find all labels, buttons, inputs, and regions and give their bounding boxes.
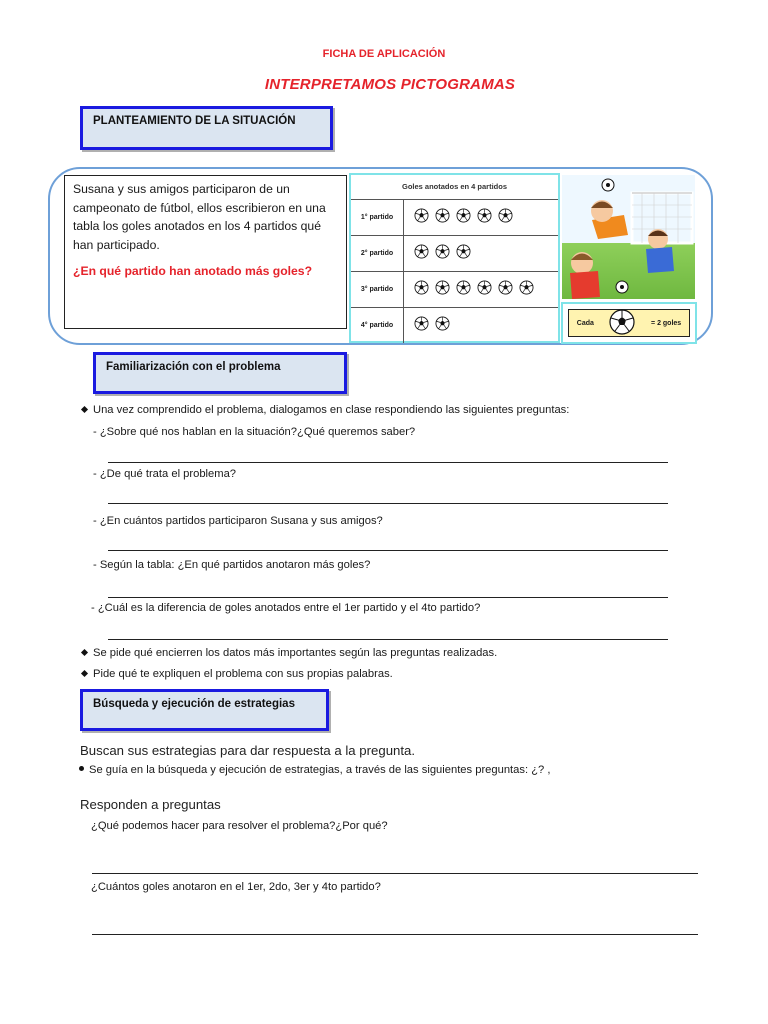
soccer-ball-icon — [456, 208, 471, 228]
pictogram-row-balls — [404, 236, 558, 271]
pictogram-row — [351, 308, 558, 343]
answer-line-3[interactable] — [108, 550, 668, 551]
familiar-intro-text: Una vez comprendido el problema, dialogamos en clase respondiendo las siguientes preguntas: — [93, 404, 570, 416]
soccer-scene-drawing — [562, 175, 695, 299]
pictogram-row-balls — [404, 308, 558, 343]
section-planteamiento-label: PLANTEAMIENTO DE LA SITUACIÓN — [93, 115, 296, 127]
pictogram-rows — [351, 200, 558, 343]
soccer-ball-icon — [519, 280, 534, 300]
soccer-ball-icon — [414, 280, 429, 300]
pictogram-legend — [561, 302, 697, 344]
worksheet-subtitle: FICHA DE APLICACIÓN — [322, 48, 446, 60]
soccer-ball-icon — [414, 208, 429, 228]
familiar-intro — [80, 404, 569, 416]
strategies-intro: Buscan sus estrategias para dar respuesta a la pregunta. — [80, 743, 416, 758]
familiar-q2: - ¿De qué trata el problema? — [93, 468, 237, 480]
soccer-ball-icon — [477, 280, 492, 300]
familiar-bullet-2-text: Pide qué te expliquen el problema con sus propias palabras. — [93, 668, 393, 680]
soccer-ball-icon — [435, 244, 450, 264]
pictogram-row-label: 3° partido — [351, 272, 404, 307]
soccer-ball-icon — [435, 280, 450, 300]
strategies-q2: ¿Cuántos goles anotaron en el 1er, 2do, 3er y 4to partido? — [91, 881, 381, 893]
section-busqueda-label: Búsqueda y ejecución de estrategias — [93, 698, 295, 710]
story-question: ¿En qué partido han anotado más goles? — [73, 264, 313, 278]
familiar-bullet-2 — [80, 668, 393, 680]
soccer-ball-icon — [435, 208, 450, 228]
soccer-ball-icon — [456, 280, 471, 300]
diamond-bullet-icon — [81, 649, 88, 656]
strategies-q1: ¿Qué podemos hacer para resolver el problema?¿Por qué? — [91, 820, 388, 832]
familiar-bullet-1-text: Se pide qué encierren los datos más importantes según las preguntas realizadas. — [93, 647, 498, 659]
story-box — [64, 175, 347, 329]
soccer-ball-icon — [414, 244, 429, 264]
worksheet-title: INTERPRETAMOS PICTOGRAMAS — [264, 76, 516, 93]
diamond-bullet-icon — [81, 670, 88, 677]
pictogram-row-label: 4° partido — [351, 308, 404, 343]
diamond-bullet-icon — [81, 406, 88, 413]
familiar-q4: - Según la tabla: ¿En qué partidos anotaron más goles? — [93, 559, 371, 571]
answer-line-5[interactable] — [108, 639, 668, 640]
pictogram-row — [351, 200, 558, 236]
strategies-guide-text: Se guía en la búsqueda y ejecución de estrategias, a través de las siguientes preguntas: ¿? , — [89, 764, 551, 776]
soccer-ball-icon — [456, 244, 471, 264]
strategies-respond: Responden a preguntas — [80, 797, 221, 812]
section-planteamiento — [80, 106, 333, 150]
strategies-guide — [79, 764, 550, 776]
section-busqueda — [80, 689, 329, 731]
familiar-bullet-1 — [80, 647, 497, 659]
soccer-ball-icon — [498, 280, 513, 300]
pictogram-row-label: 2° partido — [351, 236, 404, 271]
pictogram-row-balls — [404, 272, 558, 307]
familiar-q5: - ¿Cuál es la diferencia de goles anotados entre el 1er partido y el 4to partido? — [91, 602, 481, 614]
familiar-q1: - ¿Sobre qué nos hablan en la situación?¿Qué queremos saber? — [93, 426, 416, 438]
pictogram-row-label: 1° partido — [351, 200, 404, 235]
answer-line-1[interactable] — [108, 462, 668, 463]
soccer-ball-icon — [609, 309, 635, 337]
soccer-ball-icon — [435, 316, 450, 336]
pictogram-row — [351, 272, 558, 308]
answer-line-4[interactable] — [108, 597, 668, 598]
dot-bullet-icon — [79, 766, 84, 771]
legend-inner — [568, 309, 690, 337]
answer-line-7[interactable] — [92, 934, 698, 935]
soccer-ball-icon — [414, 316, 429, 336]
answer-line-6[interactable] — [92, 873, 698, 874]
pictogram-table — [349, 173, 560, 343]
soccer-ball-icon — [477, 208, 492, 228]
answer-line-2[interactable] — [108, 503, 668, 504]
soccer-kids-illustration — [562, 175, 695, 299]
pictogram-row — [351, 236, 558, 272]
section-familiarizacion — [93, 352, 347, 394]
section-familiarizacion-label: Familiarización con el problema — [106, 361, 281, 373]
pictogram-row-balls — [404, 200, 558, 235]
pictogram-title: Goles anotados en 4 partidos — [351, 175, 558, 200]
legend-right-text: = 2 goles — [651, 319, 682, 327]
soccer-ball-icon — [498, 208, 513, 228]
familiar-q3: - ¿En cuántos partidos participaron Susana y sus amigos? — [93, 515, 383, 527]
legend-left-text: Cada — [576, 319, 594, 327]
story-text: Susana y sus amigos participaron de un campeonato de fútbol, ellos escribieron en una tabla los goles anotados en los 4 partidos qué han participado. — [73, 182, 326, 252]
